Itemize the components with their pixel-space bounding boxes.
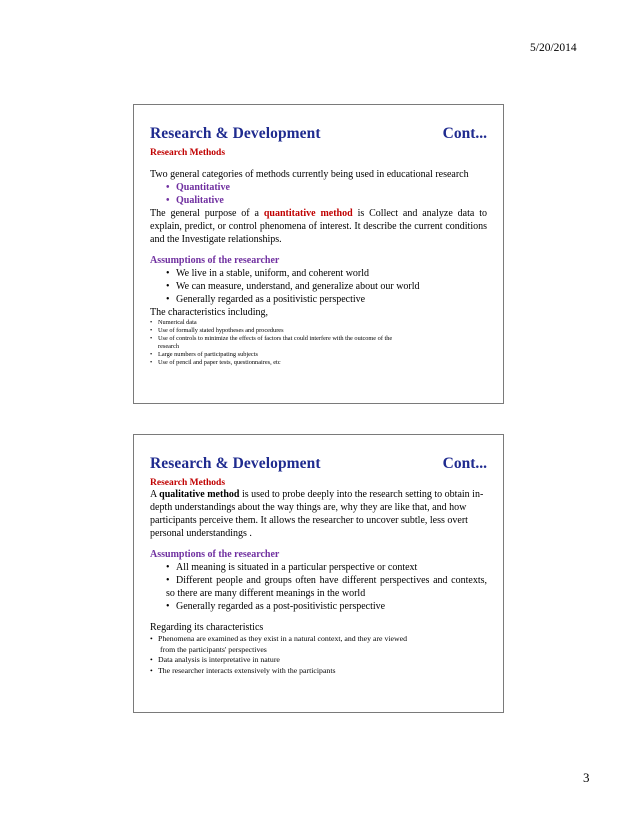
slide-content — [150, 455, 487, 676]
slide-cont-label: Cont... — [442, 125, 487, 142]
slide-quantitative — [133, 104, 504, 404]
slide-content — [150, 125, 487, 368]
assumptions-heading: Assumptions of the researcher — [150, 255, 280, 266]
characteristic-item: • Use of pencil and paper tests, questionnaires, etc — [150, 359, 487, 367]
assumption-item: • We can measure, understand, and generalize about our world — [166, 280, 487, 293]
slide-subtitle: Research Methods — [150, 148, 226, 158]
assumption-item: • Different people and groups often have different perspectives and contexts, so there are many different meanings in the world — [166, 574, 487, 600]
highlighted-term: qualitative method — [159, 489, 240, 500]
characteristics-heading: The characteristics including, — [150, 307, 269, 318]
intro-paragraph: Two general categories of methods currently being used in educational research — [150, 169, 469, 180]
characteristic-item: • Numerical data — [150, 319, 487, 327]
intro-paragraph: A qualitative method is used to probe deeply into the research setting to obtain in-depth understandings about the way things are, why they are like that, and how participants perceive them. It allows the researcher to uncover subtle, less overt personal understandings . — [150, 489, 484, 539]
characteristic-item: • Phenomena are examined as they exist in a natural context, and they are viewed — [150, 634, 487, 645]
characteristic-item: • The researcher interacts extensively with the participants — [150, 666, 487, 677]
characteristic-item: • Data analysis is interpretative in nature — [150, 655, 487, 666]
category-item: • Quantitative — [166, 181, 487, 194]
purpose-paragraph: The general purpose of a quantitative method is Collect and analyze data to explain, predict, or control phenomena of interest. It describe the current conditions and the Investigate relationships. — [150, 208, 487, 245]
slide-title-row — [150, 125, 487, 147]
page-date: 5/20/2014 — [530, 42, 577, 54]
assumption-item: • Generally regarded as a positivistic perspective — [166, 293, 487, 306]
slide-cont-label: Cont... — [442, 455, 487, 472]
assumption-item: • All meaning is situated in a particular perspective or context — [166, 561, 487, 574]
slide-title-row — [150, 455, 487, 477]
page-number: 3 — [583, 770, 590, 785]
slide-title: Research & Development — [150, 125, 321, 142]
characteristics-heading: Regarding its characteristics — [150, 622, 264, 633]
slide-subtitle: Research Methods — [150, 478, 226, 488]
slide-qualitative — [133, 434, 504, 713]
assumptions-heading: Assumptions of the researcher — [150, 549, 280, 560]
category-item: • Qualitative — [166, 194, 487, 207]
characteristic-item-continued: from the participants' perspectives — [160, 644, 267, 654]
assumption-item: • Generally regarded as a post-positivistic perspective — [166, 600, 487, 613]
characteristic-item: • Use of controls to minimize the effects of factors that could interfere with the outcome of the — [150, 335, 487, 343]
characteristic-item-continued: research — [158, 343, 179, 351]
characteristic-item: • Use of formally stated hypotheses and procedures — [150, 327, 487, 335]
assumption-item: • We live in a stable, uniform, and coherent world — [166, 267, 487, 280]
slide-title: Research & Development — [150, 455, 321, 472]
characteristic-item: • Large numbers of participating subjects — [150, 351, 487, 359]
highlighted-term: quantitative method — [263, 208, 353, 219]
